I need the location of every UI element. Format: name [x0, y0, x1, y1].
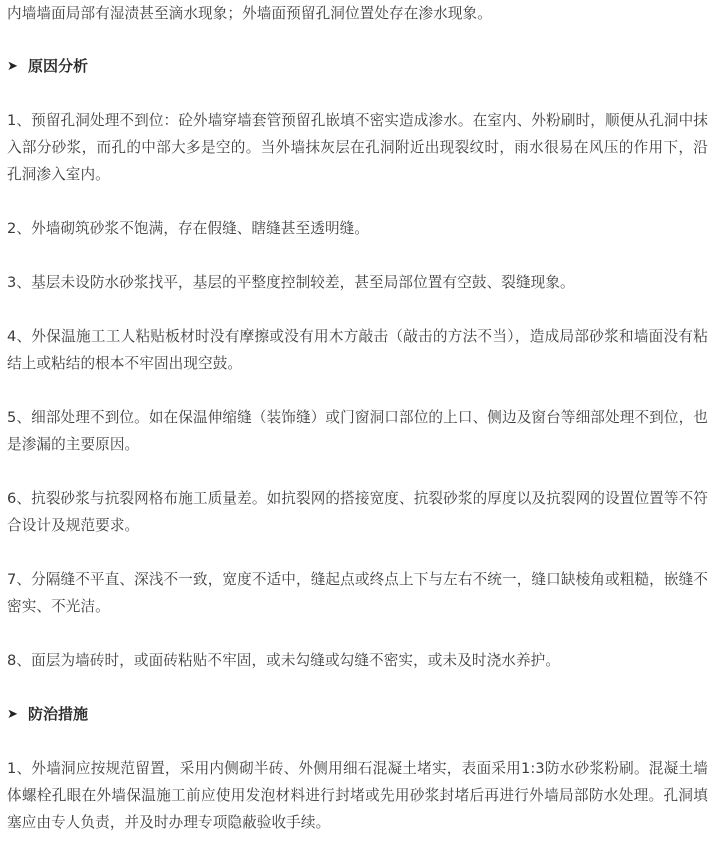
cause-item-2: 2、外墙砌筑砂浆不饱满，存在假缝、瞎缝甚至透明缝。 — [7, 220, 370, 237]
measure-item-1: 1、外墙洞应按规范留置，采用内侧砌半砖、外侧用细石混凝土堵实，表面采用1:3防水砂浆粉刷。混凝土墙体螺栓孔眼在外墙保温施工前应使用发泡材料进行封堵或先用砂浆封堵后再进行外墙局部防水处理。孔洞填塞应由专人负责，并及时办理专项隐蔽验收手续。 — [7, 760, 708, 831]
cause-item-7: 7、分隔缝不平直、深浅不一致，宽度不适中，缝起点或终点上下与左右不统一，缝口缺棱角或粗糙，嵌缝不密实、不光洁。 — [7, 571, 708, 615]
spacer — [7, 728, 708, 755]
cause-item-6: 6、抗裂砂浆与抗裂网格布施工质量差。如抗裂网的搭接宽度、抗裂砂浆的厚度以及抗裂网的设置位置等不符合设计及规范要求。 — [7, 490, 708, 534]
cause-item-3: 3、基层未设防水砂浆找平，基层的平整度控制较差，甚至局部位置有空鼓、裂缝现象。 — [7, 274, 575, 291]
spacer — [7, 620, 708, 647]
spacer — [7, 242, 708, 269]
spacer — [7, 377, 708, 404]
spacer — [7, 539, 708, 566]
cause-item-1: 1、预留孔洞处理不到位：砼外墙穿墙套管预留孔嵌填不密实造成渗水。在室内、外粉刷时，顺便从孔洞中抹入部分砂浆，而孔的中部大多是空的。当外墙抹灰层在孔洞附近出现裂纹时，雨水很易在风压的作用下，沿孔洞渗入室内。 — [7, 112, 708, 183]
section-heading-label: 原因分析 — [28, 57, 89, 75]
spacer — [7, 458, 708, 485]
intro-paragraph: 内墙墙面局部有湿渍甚至滴水现象；外墙面预留孔洞位置处存在渗水现象。 — [7, 5, 492, 22]
section-heading-label: 防治措施 — [28, 705, 89, 723]
cause-item-8: 8、面层为墙砖时，或面砖粘贴不牢固，或未勾缝或勾缝不密实，或未及时浇水养护。 — [7, 652, 561, 669]
spacer — [7, 188, 708, 215]
arrow-right-icon: ➤ — [7, 59, 18, 74]
section-heading-causes — [7, 53, 708, 80]
spacer — [7, 674, 708, 701]
spacer — [7, 27, 708, 53]
cause-item-5: 5、细部处理不到位。如在保温伸缩缝（装饰缝）或门窗洞口部位的上口、侧边及窗台等细部处理不到位，也是渗漏的主要原因。 — [7, 409, 708, 453]
cause-item-4: 4、外保温施工工人粘贴板材时没有摩擦或没有用木方敲击（敲击的方法不当），造成局部砂浆和墙面没有粘结上或粘结的根本不牢固出现空鼓。 — [7, 328, 708, 372]
spacer — [7, 80, 708, 107]
section-heading-measures — [7, 701, 708, 728]
spacer — [7, 296, 708, 323]
arrow-right-icon: ➤ — [7, 707, 18, 722]
